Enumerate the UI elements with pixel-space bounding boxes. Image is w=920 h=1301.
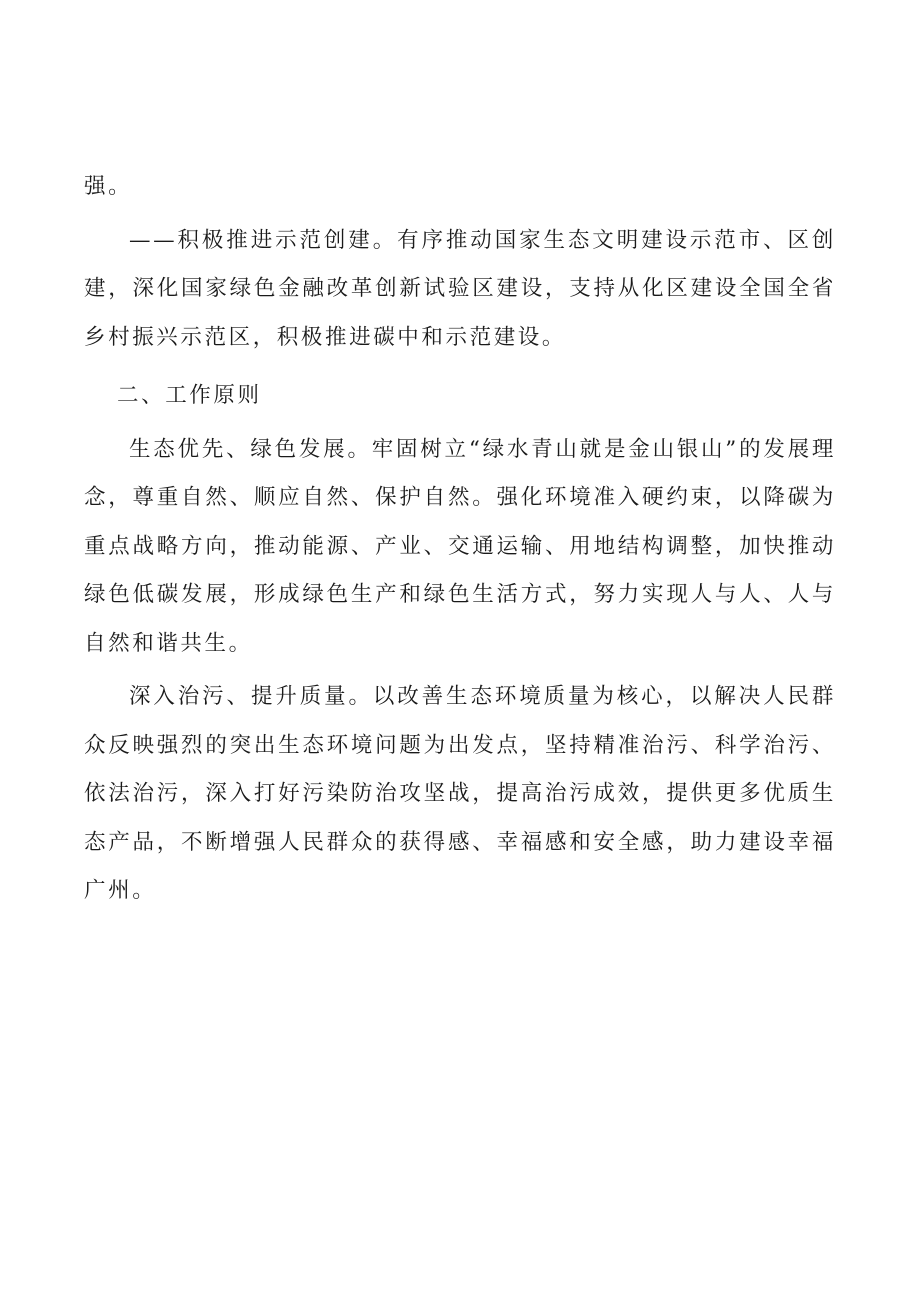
section-heading: 二、工作原则 [117, 383, 262, 408]
document-body [84, 163, 836, 916]
paragraph-principle-pollution: 深入治污、提升质量。以改善生态环境质量为核心，以解决人民群众反映强烈的突出生态环境问题为出发点，坚持精准治污、科学治污、依法治污，深入打好污染防治攻坚战，提高治污成效，提供更多优质生态产品，不断增强人民群众的获得感、幸福感和安全感，助力建设幸福广州。 [84, 684, 836, 903]
paragraph-principle-green: 生态优先、绿色发展。牢固树立“绿水青山就是金山银山”的发展理念，尊重自然、顺应自然、保护自然。强化环境准入硬约束，以降碳为重点战略方向，推动能源、产业、交通运输、用地结构调整，加快推动绿色低碳发展，形成绿色生产和绿色生活方式，努力实现人与人、人与自然和谐共生。 [84, 436, 836, 656]
paragraph-demo-creation: ——积极推进示范创建。有序推动国家生态文明建设示范市、区创建，深化国家绿色金融改革创新试验区建设，支持从化区建设全国全省乡村振兴示范区，积极推进碳中和示范建设。 [84, 227, 836, 350]
paragraph-continuation: 强。 [84, 174, 133, 199]
